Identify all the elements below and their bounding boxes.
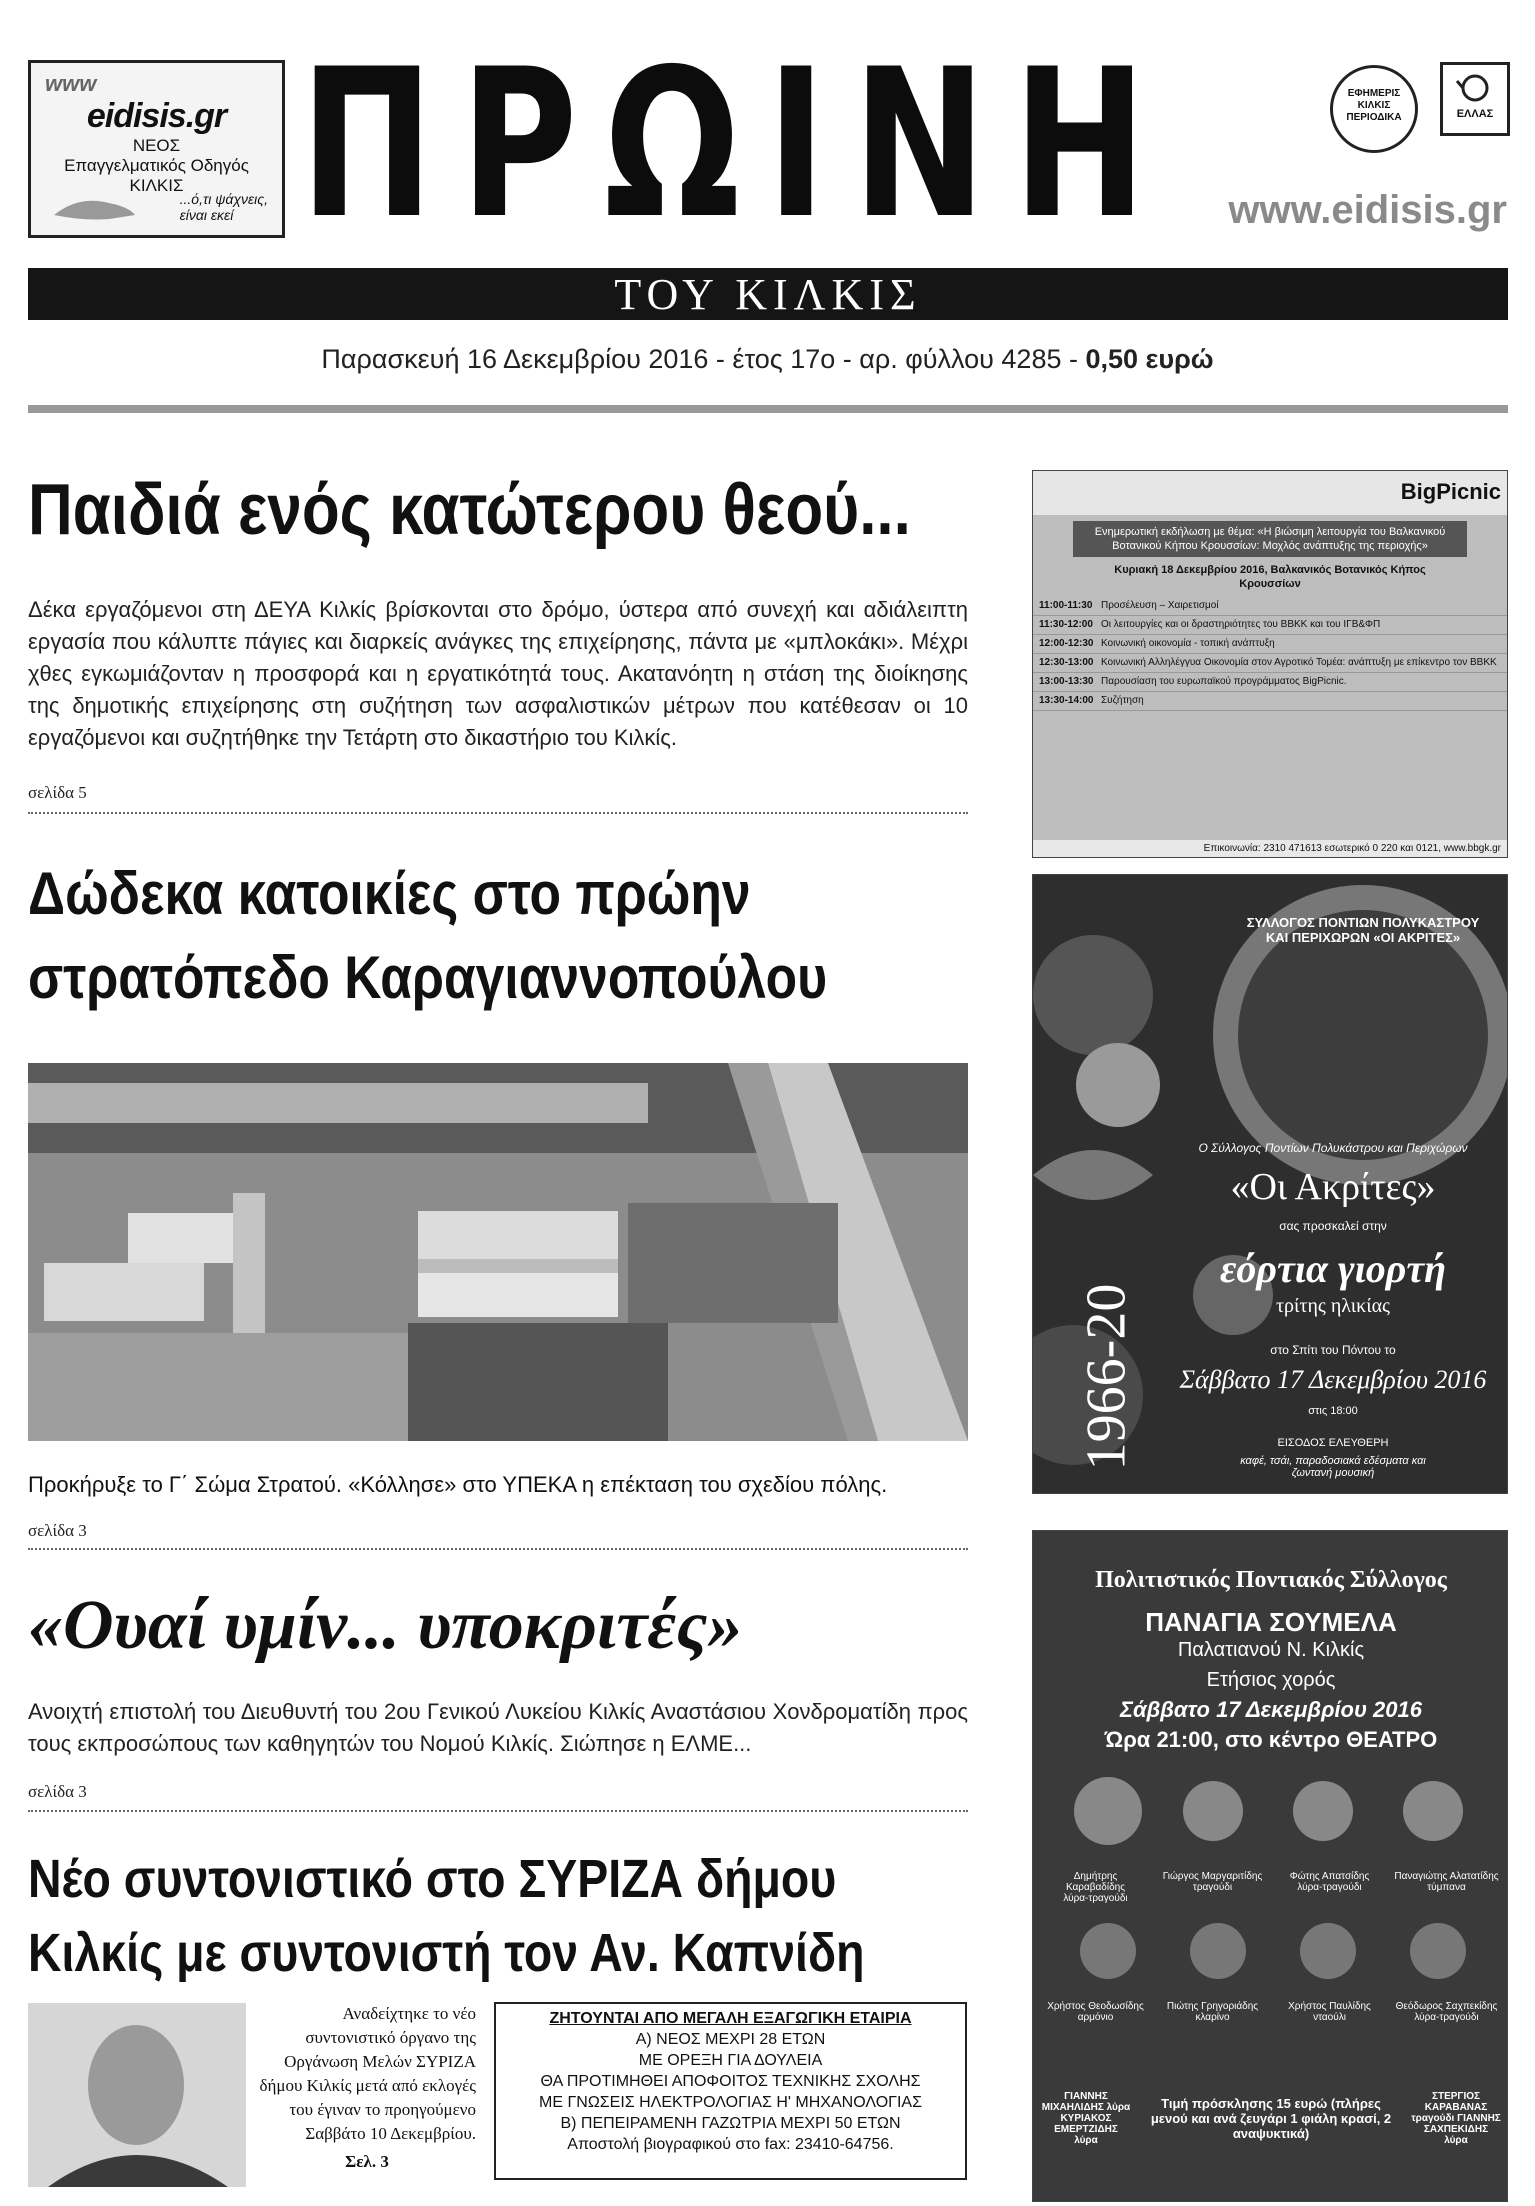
recruit-line3: ΜΕ ΟΡΕΞΗ ΓΙΑ ΔΟΥΛΕΙΑ — [638, 2052, 823, 2069]
logo-line1: ΝΕΟΣ — [132, 136, 181, 155]
akrites-place: στο Σπίτι του Πόντου το — [1270, 1343, 1396, 1357]
soumela-time: Ώρα 21:00, στο κέντρο ΘΕΑΤΡΟ — [1104, 1727, 1438, 1752]
soumela-org: Πολιτιστικός Ποντιακός Σύλλογος — [1095, 1567, 1447, 1593]
article4-page[interactable]: Σελ. 3 — [345, 2152, 389, 2171]
akrites-name: «Οι Ακρίτες» — [1230, 1166, 1436, 1208]
date-issue: Παρασκευή 16 Δεκεμβρίου 2016 - έτος 17ο - αρ. φύλλου 4285 - — [321, 344, 1078, 374]
recruit-line6: Β) ΠΕΠΕΙΡΑΜΕΝΗ ΓΑΖΩΤΡΙΑ ΜΕΧΡΙ 50 ΕΤΩΝ — [560, 2115, 901, 2132]
schedule-row: 12:30-13:00 Κοινωνική Αλληλέγγυα Οικονομία στον Αγροτικό Τομέα: ανάπτυξη με επίκεντρο τον ΒΒΚΚ — [1033, 654, 1507, 673]
article4-title-line2[interactable]: Κιλκίς με συντονιστή τον Αν. Καπνίδη — [28, 1923, 865, 1983]
performers-graphic — [1053, 1761, 1493, 2081]
akrites-entry: ΕΙΣΟΔΟΣ ΕΛΕΥΘΕΡΗ — [1277, 1437, 1389, 1449]
akrites-extra: καφέ, τσάι, παραδοσιακά εδέσματα και ζωντανή μουσική — [1240, 1455, 1426, 1479]
akrites-circle-text: ΣΥΛΛΟΓΟΣ ΠΟΝΤΙΩΝ ΠΟΛΥΚΑΣΤΡΟΥ ΚΑΙ ΠΕΡΙΧΩΡΩΝ «ΟΙ ΑΚΡΙΤΕΣ» — [1246, 915, 1480, 945]
schedule-row: 11:00-11:30 Προσέλευση – Χαιρετισμοί — [1033, 597, 1507, 616]
post-horn-icon — [1440, 62, 1510, 136]
article4-title-line1[interactable]: Νέο συντονιστικό στο ΣΥΡΙΖΑ δήμου — [28, 1849, 837, 1909]
recruit-line7: Αποστολή βιογραφικού στο fax: 23410-64756. — [567, 2136, 894, 2153]
logo-line3: ΚΙΛΚΙΣ — [129, 176, 184, 195]
schedule-row: 11:30-12:00 Οι λειτουργίες και οι δραστηριότητες του ΒΒΚΚ και του ΙΓΒ&ΦΠ — [1033, 616, 1507, 635]
soumela-name: ΠΑΝΑΓΙΑ ΣΟΥΜΕΛΑ — [1145, 1607, 1397, 1637]
dateline — [0, 344, 1535, 375]
article1-page[interactable]: σελίδα 5 — [28, 783, 87, 802]
divider — [28, 812, 968, 814]
soumela-price: Τιμή πρόσκλησης 15 ευρώ (πλήρες μενού και ανά ζευγάρι 1 φιάλη κρασί, 2 αναψυκτικά) — [1150, 2096, 1392, 2141]
schedule-row: 12:00-12:30 Κοινωνική οικονομία - τοπική ανάπτυξη — [1033, 635, 1507, 654]
botanic-garden-ad[interactable] — [1032, 470, 1508, 858]
soumela-event: Ετήσιος χορός — [1206, 1669, 1336, 1691]
recruit-line2: Α) ΝΕΟΣ ΜΕΧΡΙ 28 ΕΤΩΝ — [635, 2031, 826, 2048]
divider — [28, 1548, 968, 1550]
header-rule — [28, 405, 1508, 413]
schedule-row: 13:30-14:00 Συζήτηση — [1033, 692, 1507, 711]
soumela-place: Παλατιανού Ν. Κιλκίς — [1177, 1639, 1365, 1661]
classifieds-logo-box[interactable] — [28, 60, 285, 238]
akrites-ad[interactable] — [1032, 874, 1508, 1494]
stamp-text: ΕΦΗΜΕΡΙΣ ΚΙΛΚΙΣ ΠΕΡΙΟΔΙΚΑ — [1346, 88, 1402, 123]
subtitle-bar: ΤΟΥ ΚΙΛΚΙΣ — [28, 268, 1508, 320]
soumela-date: Σάββατο 17 Δεκεμβρίου 2016 — [1119, 1697, 1423, 1722]
akrites-time: στις 18:00 — [1308, 1405, 1358, 1417]
article4-body — [258, 2002, 476, 2174]
logo-line2: Επαγγελματικός Οδηγός — [64, 156, 249, 175]
akrites-date: Σάββατο 17 Δεκεμβρίου 2016 — [1179, 1365, 1487, 1394]
hand-icon — [49, 185, 139, 225]
article2-title-line1[interactable]: Δώδεκα κατοικίες στο πρώην — [28, 860, 751, 927]
akrites-event: εόρτια γιορτή — [1219, 1246, 1447, 1291]
akrites-intro: Ο Σύλλογος Ποντίων Πολυκάστρου και Περιχώρων — [1198, 1141, 1468, 1155]
soumela-left-names: ΓΙΑΝΝΗΣ ΜΙΧΑΗΛΙΔΗΣ λύρα ΚΥΡΙΑΚΟΣ ΕΜΕΡΤΖΙΔΗΣ λύρα — [1041, 2091, 1131, 2146]
article2-title-line2[interactable]: στρατόπεδο Καραγιαννοπούλου — [28, 944, 828, 1011]
article2-caption: Προκήρυξε το Γ΄ Σώμα Στρατού. «Κόλλησε» στο ΥΠΕΚΑ η επέκταση του σχεδίου πόλης. — [28, 1472, 888, 1497]
slogan-line2: είναι εκεί — [179, 207, 234, 223]
article1-title[interactable]: Παιδιά ενός κατώτερου θεού... — [28, 470, 911, 550]
logo-text: eidisis.gr — [86, 97, 227, 135]
recruit-line1: ΖΗΤΟΥΝΤΑΙ ΑΠΟ ΜΕΓΑΛΗ ΕΞΑΓΩΓΙΚΗ ΕΤΑΙΡΙΑ — [549, 2010, 912, 2027]
aerial-photo — [28, 1063, 968, 1441]
performers-row2: Χρήστος Θεοδωσίδης αρμόνιο Πιώτης Γρηγοριάδης κλαρίνο Χρήστος Παυλίδης νταούλι Θεόδωρος Σαχπεκίδης λύρα-τραγούδι — [1047, 2001, 1498, 2023]
masthead-title: ΠΡΩΙΝΗ — [300, 26, 1174, 264]
soumela-ad[interactable] — [1032, 1530, 1508, 2202]
article4-body-text: Αναδείχτηκε το νέο συντονιστικό όργανο της Οργάνωση Μελών ΣΥΡΙΖΑ δήμου Κιλκίς μετά από εκλογές του έγιναν το προηγούμενο Σαββάτο 10 Δεκεμβρίου. — [259, 2004, 476, 2143]
akrites-years: 1966-20 — [1075, 1283, 1138, 1471]
stamp2-text: ΕΛΛΑΣ — [1456, 108, 1494, 120]
soumela-right-names: ΣΤΕΡΓΙΟΣ ΚΑΡΑΒΑΝΑΣ τραγούδι ΓΙΑΝΝΗΣ ΣΑΧΠΕΚΙΔΗΣ λύρα — [1411, 2091, 1501, 2146]
recruitment-ad — [494, 2002, 967, 2180]
site-url[interactable]: www.eidisis.gr — [1228, 188, 1507, 232]
postage-stamp-icon — [1330, 65, 1418, 153]
price: 0,50 ευρώ — [1085, 344, 1214, 374]
botanic-title: Ενημερωτική εκδήλωση με θέμα: «Η βιώσιμη λειτουργία του Βαλκανικού Βοτανικού Κήπου Κρουσσίων: Μοχλός ανάπτυξης της περιοχής» — [1073, 521, 1467, 557]
logo-slogan — [180, 191, 268, 223]
portrait-graphic — [28, 2003, 246, 2187]
akrites-invite: σας προσκαλεί στην — [1279, 1219, 1387, 1233]
schedule-row: 13:00-13:30 Παρουσίαση του ευρωπαϊκού προγράμματος BigPicnic. — [1033, 673, 1507, 692]
portrait-photo — [28, 2003, 246, 2187]
recruit-line5: ΜΕ ΓΝΩΣΕΙΣ ΗΛΕΚΤΡΟΛΟΓΙΑΣ Η' ΜΗΧΑΝΟΛΟΓΙΑΣ — [539, 2094, 922, 2111]
schedule-table — [1033, 597, 1507, 711]
article1-body: Δέκα εργαζόμενοι στη ΔΕΥΑ Κιλκίς βρίσκονται στο δρόμο, ύστερα από συνεχή και αδιάλειπτη εργασία που κάλυπτε πάγιες και διαρκείς ανάγκες της επιχείρησης, πάντα με «μπλοκάκι». Μέχρι χθες εγκωμιάζονταν η προσφορά και η εργατικότητά τους. Ακατανόητη η στάση της διοίκησης της δημοτικής επιχείρησης στη συζήτηση των ασφαλιστικών μέτρων που κατέθεσαν οι 10 εργαζόμενοι και συζητήθηκε την Τετάρτη στο δικαστήριο του Κιλκίς. — [28, 597, 968, 750]
article3-page[interactable]: σελίδα 3 — [28, 1782, 87, 1801]
slogan-line1: ...ό,τι ψάχνεις, — [179, 191, 268, 207]
akrites-sub: τρίτης ηλικίας — [1276, 1295, 1390, 1317]
botanic-date: Κυριακή 18 Δεκεμβρίου 2016, Βαλκανικός Βοτανικός Κήπος Κρουσσίων — [1114, 564, 1426, 590]
bigpicnic-logo: BigPicnic — [1400, 479, 1501, 504]
logo-www: www — [45, 71, 97, 96]
botanic-contact: Επικοινωνία: 2310 471613 εσωτερικό 0 220 και 0121, www.bbgk.gr — [1033, 840, 1507, 857]
article2-page[interactable]: σελίδα 3 — [28, 1521, 87, 1540]
article3-body: Ανοιχτή επιστολή του Διευθυντή του 2ου Γενικού Λυκείου Κιλκίς Αναστάσιου Χονδροματίδη προς τους εκπροσώπους των καθηγητών του Νομού Κιλκίς. Σιώπησε η ΕΛΜΕ... — [28, 1699, 968, 1756]
aerial-photo-graphic — [28, 1063, 968, 1441]
performers-row1: Δημήτρης Καραβαδίδης λύρα-τραγούδι Γιώργος Μαργαριτίδης τραγούδι Φώτης Απατσίδης λύρα-τραγούδι Παναγιώτης Αλατατίδης τύμπανα — [1063, 1871, 1499, 1904]
recruit-line4: ΘΑ ΠΡΟΤΙΜΗΘΕΙ ΑΠΟΦΟΙΤΟΣ ΤΕΧΝΙΚΗΣ ΣΧΟΛΗΣ — [540, 2073, 921, 2090]
divider — [28, 1810, 968, 1812]
article3-title[interactable]: «Ουαί υμίν... υποκριτές» — [28, 1587, 743, 1664]
